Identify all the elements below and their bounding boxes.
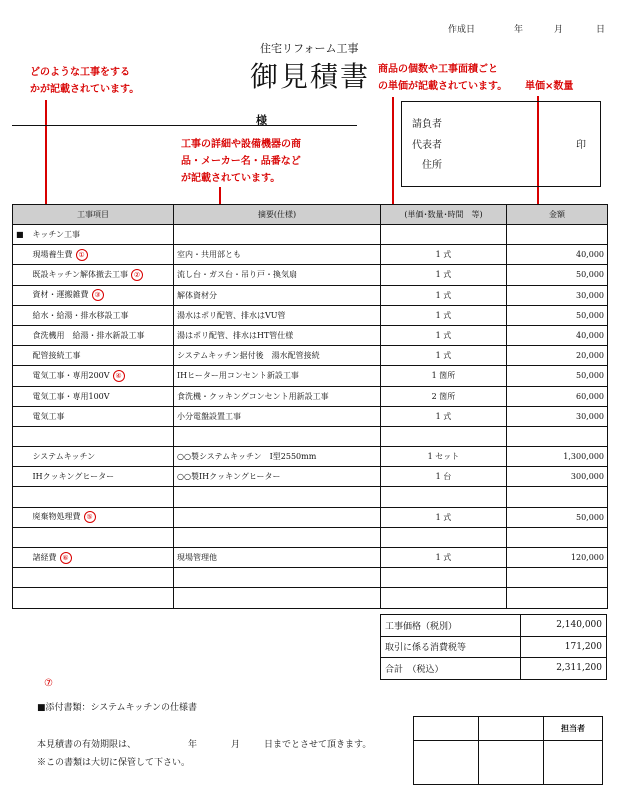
table-row	[13, 568, 608, 588]
stamp-box	[413, 716, 603, 785]
row-description	[174, 568, 381, 588]
row-mark	[13, 426, 30, 446]
validity-year: 年	[188, 740, 198, 750]
header-amount: 金額	[507, 205, 608, 225]
row-mark	[13, 346, 30, 366]
circle-number: ④	[113, 370, 125, 382]
row-mark	[13, 447, 30, 467]
row-work-item	[30, 527, 174, 547]
date-year: 年	[514, 25, 524, 35]
row-quantity	[381, 588, 507, 608]
row-description	[174, 487, 381, 507]
row-amount: 1,300,000	[507, 447, 608, 467]
annotation-line: が記載されています。	[181, 173, 281, 184]
row-mark	[13, 245, 30, 265]
annotation-work-item	[30, 64, 139, 98]
circle-number: ①	[76, 249, 88, 261]
row-quantity: 1 式	[381, 265, 507, 285]
row-amount: 120,000	[507, 548, 608, 568]
row-amount: 30,000	[507, 285, 608, 305]
work-item-text: 電気工事	[32, 411, 65, 421]
row-work-item	[30, 305, 174, 325]
table-row	[13, 245, 608, 265]
header-description: 摘要(仕様)	[174, 205, 381, 225]
date-day: 日	[596, 25, 606, 35]
row-amount	[507, 527, 608, 547]
row-mark	[13, 527, 30, 547]
circle-number: ⑥	[60, 552, 72, 564]
stamp-cell	[414, 741, 479, 785]
annotation-line: 品・メーカー名・品番など	[181, 156, 301, 167]
work-item-text: 食洗機用 給湯・排水新設工事	[32, 331, 145, 341]
row-quantity: 1 セット	[381, 447, 507, 467]
row-quantity: 1 式	[381, 548, 507, 568]
keep-notice: ※この書類は大切に保管して下さい。	[37, 758, 191, 768]
row-description: ○○製IHクッキングヒーター	[174, 467, 381, 487]
row-description: 食洗機・クッキングコンセント用新設工事	[174, 386, 381, 406]
row-amount: 50,000	[507, 265, 608, 285]
annotation-line: かが記載されています。	[30, 84, 140, 95]
client-honorific: 様	[256, 114, 267, 127]
row-description	[174, 527, 381, 547]
work-item-text: 既設キッチン解体撤去工事	[32, 269, 128, 279]
row-quantity: 1 式	[381, 325, 507, 345]
row-description: 湯水はポリ配管、排水はVU管	[174, 305, 381, 325]
date-label: 作成日	[448, 25, 476, 35]
table-row	[13, 487, 608, 507]
work-item-text: 配管接続工事	[32, 351, 81, 361]
row-amount: 300,000	[507, 467, 608, 487]
row-mark	[13, 568, 30, 588]
row-quantity: 1 式	[381, 245, 507, 265]
totals-value: 2,311,200	[521, 658, 607, 680]
annotation-line: の単価が記載されています。	[378, 81, 508, 92]
table-row	[13, 285, 608, 305]
row-mark	[13, 406, 30, 426]
row-mark	[13, 548, 30, 568]
row-amount: 20,000	[507, 346, 608, 366]
totals-row	[381, 615, 607, 637]
table-row	[13, 386, 608, 406]
row-work-item	[30, 325, 174, 345]
pointer-line	[392, 97, 394, 211]
row-amount	[507, 568, 608, 588]
contractor-label: 請負者	[412, 119, 442, 130]
row-description	[174, 588, 381, 608]
row-mark: ■	[13, 225, 30, 245]
row-amount: 50,000	[507, 366, 608, 386]
row-work-item	[30, 447, 174, 467]
totals-label: 合計 （税込）	[381, 658, 521, 680]
row-work-item	[30, 426, 174, 446]
address-label: 住所	[422, 160, 442, 171]
row-work-item	[30, 467, 174, 487]
annotation-description	[181, 136, 301, 187]
pointer-line	[45, 100, 47, 210]
header-work-item: 工事項目	[13, 205, 174, 225]
row-work-item	[30, 346, 174, 366]
row-description: 解体資材分	[174, 285, 381, 305]
row-work-item	[30, 386, 174, 406]
table-row	[13, 507, 608, 527]
row-description: 小分電盤設置工事	[174, 406, 381, 426]
row-description: システムキッチン据付後 湯水配管接続	[174, 346, 381, 366]
representative-label: 代表者	[412, 140, 442, 151]
row-quantity	[381, 426, 507, 446]
table-row	[13, 447, 608, 467]
validity-suffix: 日までとさせて頂きます。	[264, 740, 372, 750]
stamp-cell	[479, 741, 544, 785]
estimate-table	[12, 204, 608, 609]
row-work-item	[30, 568, 174, 588]
row-work-item	[30, 487, 174, 507]
contractor-box	[401, 101, 601, 187]
row-description: 現場管理他	[174, 548, 381, 568]
validity-month: 月	[231, 740, 241, 750]
validity-statement	[37, 737, 371, 750]
seal-label: 印	[576, 140, 586, 151]
row-quantity	[381, 225, 507, 245]
work-item-text: 資材・運搬雑費	[32, 290, 89, 300]
table-row	[13, 467, 608, 487]
annotation-line: 商品の個数や工事面積ごと	[378, 64, 498, 75]
creation-date	[448, 22, 623, 35]
totals-table	[380, 614, 607, 680]
row-work-item	[30, 507, 174, 527]
work-item-text: 電気工事・専用100V	[32, 391, 110, 401]
annotation-line: 工事の詳細や設備機器の商	[181, 139, 301, 150]
work-item-text: キッチン工事	[32, 230, 80, 240]
row-amount	[507, 426, 608, 446]
row-amount: 60,000	[507, 386, 608, 406]
row-description: 湯はポリ配管、排水はHT管仕様	[174, 325, 381, 345]
row-quantity	[381, 527, 507, 547]
attached-documents: ■添付書類：システムキッチンの仕様書	[37, 703, 197, 713]
document-title: 御見積書	[250, 60, 371, 93]
table-row	[13, 346, 608, 366]
row-work-item	[30, 588, 174, 608]
circle-number: ③	[92, 289, 104, 301]
row-work-item	[30, 366, 174, 386]
row-quantity: 1 台	[381, 467, 507, 487]
client-name-line	[12, 125, 357, 126]
work-item-text: 現場養生費	[32, 249, 73, 259]
totals-value: 171,200	[521, 636, 607, 658]
annotation-unit-price	[378, 61, 507, 95]
table-row	[13, 305, 608, 325]
row-amount: 50,000	[507, 305, 608, 325]
row-mark	[13, 507, 30, 527]
stamp-cell	[544, 741, 603, 785]
row-amount	[507, 225, 608, 245]
table-row	[13, 588, 608, 608]
row-mark	[13, 305, 30, 325]
row-mark	[13, 588, 30, 608]
row-quantity	[381, 568, 507, 588]
person-in-charge-label: 担当者	[544, 717, 603, 741]
row-work-item	[30, 265, 174, 285]
totals-value: 2,140,000	[521, 615, 607, 637]
row-work-item	[30, 285, 174, 305]
row-work-item	[30, 245, 174, 265]
work-item-text: 諸経費	[32, 552, 57, 562]
row-amount: 30,000	[507, 406, 608, 426]
row-mark	[13, 487, 30, 507]
table-row	[13, 548, 608, 568]
row-work-item	[30, 548, 174, 568]
row-amount: 50,000	[507, 507, 608, 527]
table-row	[13, 406, 608, 426]
row-description	[174, 507, 381, 527]
table-header-row	[13, 205, 608, 225]
validity-prefix: 本見積書の有効期限は、	[37, 740, 137, 750]
table-row	[13, 325, 608, 345]
row-mark	[13, 366, 30, 386]
header-quantity: (単価･数量･時間 等)	[381, 205, 507, 225]
row-mark	[13, 265, 30, 285]
row-work-item	[30, 225, 174, 245]
document-subtitle: 住宅リフォーム工事	[260, 42, 359, 55]
table-row	[13, 527, 608, 547]
row-amount: 40,000	[507, 245, 608, 265]
table-row	[13, 426, 608, 446]
circle-number: ⑤	[84, 511, 96, 523]
work-item-text: 給水・給湯・排水移設工事	[32, 310, 129, 320]
stamp-cell	[414, 717, 479, 741]
totals-label: 工事価格（税別）	[381, 615, 521, 637]
row-quantity: 1 式	[381, 285, 507, 305]
row-description	[174, 225, 381, 245]
totals-row	[381, 636, 607, 658]
table-row	[13, 265, 608, 285]
row-work-item	[30, 406, 174, 426]
work-item-text: IHクッキングヒーター	[32, 472, 115, 482]
work-item-text: システムキッチン	[32, 452, 96, 462]
row-quantity: 1 箇所	[381, 366, 507, 386]
date-month: 月	[554, 25, 564, 35]
circle-number-7: ⑦	[44, 678, 53, 689]
row-quantity: 2 箇所	[381, 386, 507, 406]
table-row	[13, 225, 608, 245]
row-description: 流し台・ガス台・吊り戸・換気扇	[174, 265, 381, 285]
row-description: ○○製システムキッチン I型2550mm	[174, 447, 381, 467]
totals-row	[381, 658, 607, 680]
row-quantity: 1 式	[381, 507, 507, 527]
stamp-cell	[479, 717, 544, 741]
totals-label: 取引に係る消費税等	[381, 636, 521, 658]
row-amount: 40,000	[507, 325, 608, 345]
row-description: IHヒーター用コンセント新設工事	[174, 366, 381, 386]
row-quantity	[381, 487, 507, 507]
row-quantity: 1 式	[381, 346, 507, 366]
row-mark	[13, 467, 30, 487]
row-quantity: 1 式	[381, 406, 507, 426]
row-description	[174, 426, 381, 446]
work-item-text: 電気工事・専用200V	[32, 370, 110, 380]
annotation-line: どのような工事をする	[30, 67, 130, 78]
table-row	[13, 366, 608, 386]
row-mark	[13, 285, 30, 305]
row-description: 室内・共用部とも	[174, 245, 381, 265]
row-amount	[507, 487, 608, 507]
row-mark	[13, 325, 30, 345]
row-quantity: 1 式	[381, 305, 507, 325]
annotation-amount: 単価×数量	[525, 81, 574, 92]
row-mark	[13, 386, 30, 406]
work-item-text: 廃棄物処理費	[32, 512, 81, 522]
circle-number: ②	[131, 269, 143, 281]
row-amount	[507, 588, 608, 608]
